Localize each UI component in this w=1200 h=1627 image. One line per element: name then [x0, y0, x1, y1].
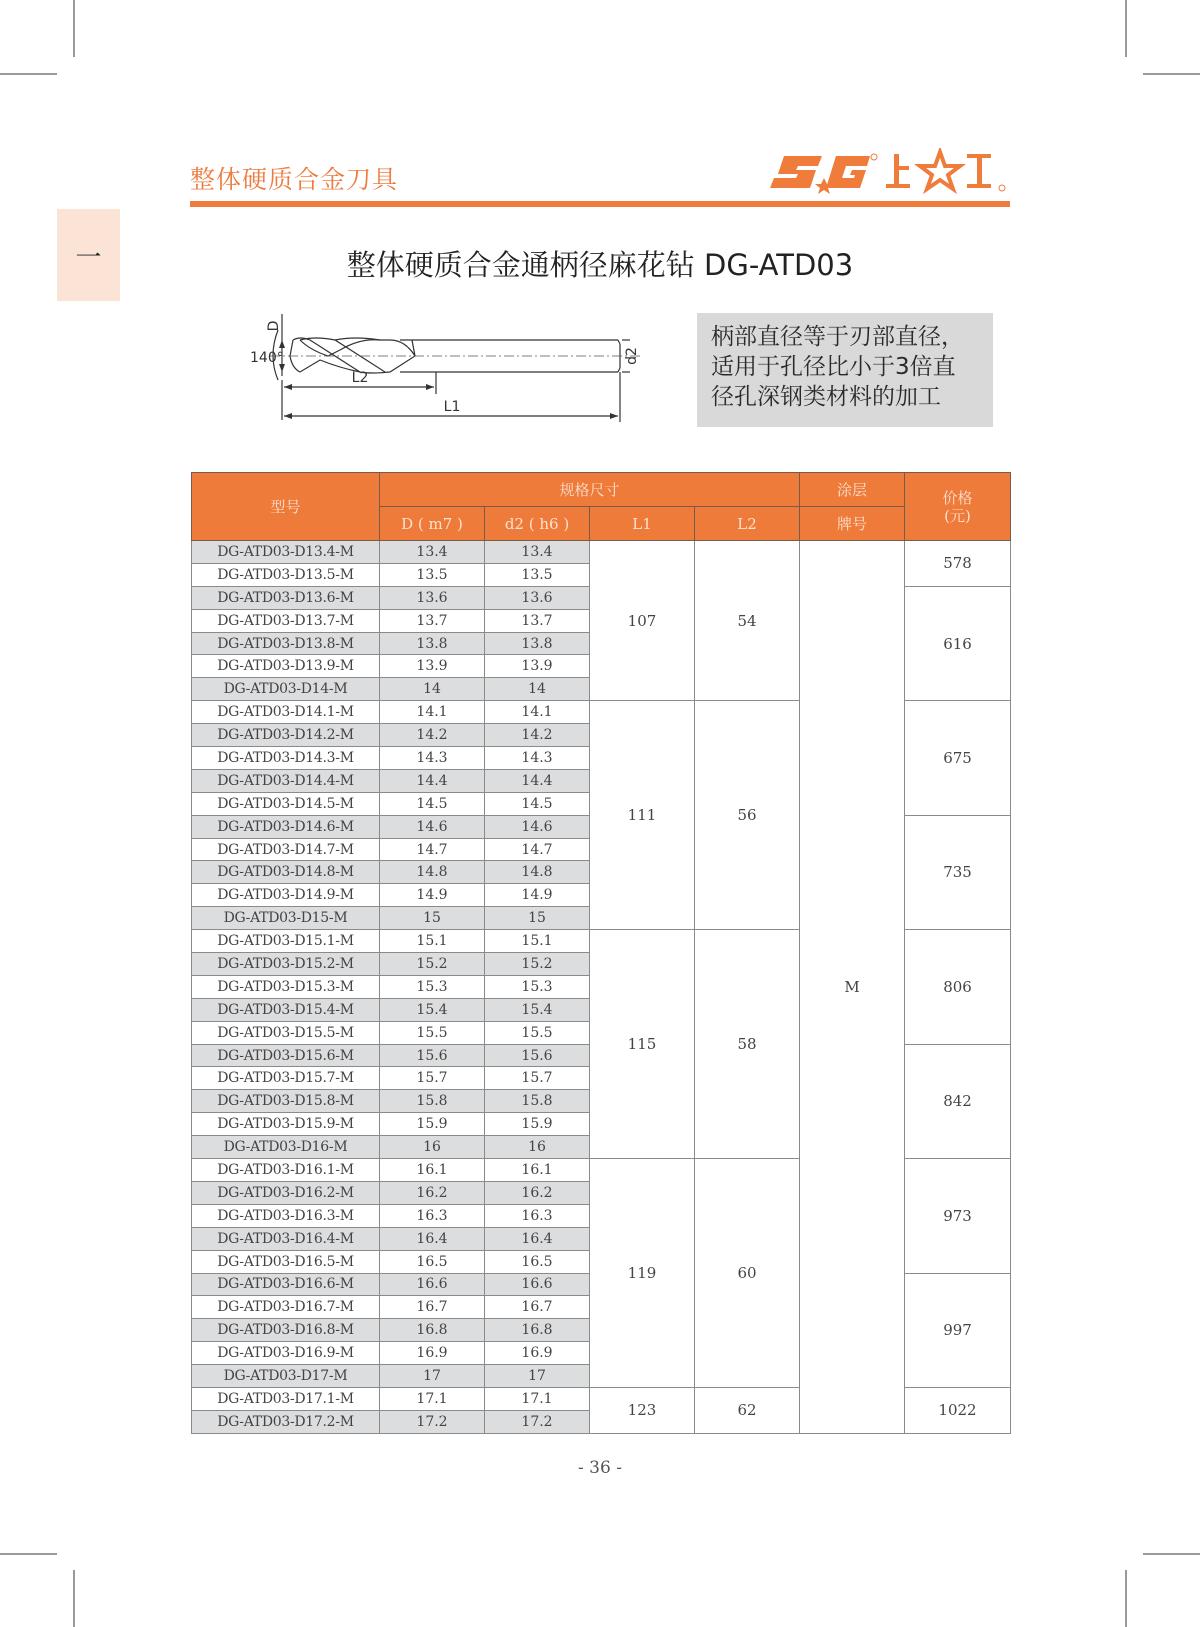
d2-cell: 17.1 [485, 1387, 590, 1410]
table-row [192, 541, 1011, 564]
d-cell: 14.5 [380, 792, 485, 815]
model-cell: DG-ATD03-D16.3-M [192, 1204, 380, 1227]
l2-cell: 62 [695, 1387, 800, 1433]
d-cell: 13.8 [380, 632, 485, 655]
model-cell: DG-ATD03-D14.4-M [192, 769, 380, 792]
crop-mark [73, 0, 75, 57]
d2-cell: 15.4 [485, 998, 590, 1021]
d2-cell: 16 [485, 1136, 590, 1159]
price-cell: 806 [905, 930, 1011, 1044]
model-cell: DG-ATD03-D14.9-M [192, 884, 380, 907]
crop-mark [1125, 0, 1127, 57]
model-cell: DG-ATD03-D16-M [192, 1136, 380, 1159]
d-cell: 17 [380, 1365, 485, 1388]
d-cell: 16.9 [380, 1342, 485, 1365]
svg-text:140°: 140° [250, 350, 284, 366]
model-cell: DG-ATD03-D14.5-M [192, 792, 380, 815]
model-cell: DG-ATD03-D15.1-M [192, 930, 380, 953]
model-cell: DG-ATD03-D13.5-M [192, 563, 380, 586]
price-cell: 616 [905, 586, 1011, 700]
d2-cell: 14 [485, 678, 590, 701]
d-cell: 15.8 [380, 1090, 485, 1113]
crop-mark [1143, 73, 1200, 75]
page-number: - 36 - [578, 1458, 622, 1478]
model-cell: DG-ATD03-D16.9-M [192, 1342, 380, 1365]
l2-cell: 56 [695, 701, 800, 930]
l2-cell: 60 [695, 1159, 800, 1388]
d2-cell: 14.5 [485, 792, 590, 815]
model-cell: DG-ATD03-D15-M [192, 907, 380, 930]
d-cell: 13.7 [380, 609, 485, 632]
d2-cell: 13.6 [485, 586, 590, 609]
header-price-label: 价格 [942, 488, 973, 507]
model-cell: DG-ATD03-D16.7-M [192, 1296, 380, 1319]
note-line: 适用于孔径比小于3倍直 [711, 354, 956, 380]
price-cell: 578 [905, 541, 1011, 587]
model-cell: DG-ATD03-D16.8-M [192, 1319, 380, 1342]
crop-mark [73, 1570, 75, 1627]
d2-cell: 16.4 [485, 1227, 590, 1250]
model-cell: DG-ATD03-D13.8-M [192, 632, 380, 655]
l1-cell: 115 [590, 930, 695, 1159]
d-cell: 17.1 [380, 1387, 485, 1410]
model-cell: DG-ATD03-D16.5-M [192, 1250, 380, 1273]
header-grade: 牌号 [800, 507, 905, 541]
svg-text:L2: L2 [351, 370, 369, 386]
application-note [697, 313, 993, 427]
d2-cell: 13.5 [485, 563, 590, 586]
model-cell: DG-ATD03-D16.6-M [192, 1273, 380, 1296]
model-cell: DG-ATD03-D15.8-M [192, 1090, 380, 1113]
header-l1: L1 [590, 507, 695, 541]
d-cell: 14 [380, 678, 485, 701]
model-cell: DG-ATD03-D15.7-M [192, 1067, 380, 1090]
d-cell: 16.2 [380, 1181, 485, 1204]
model-cell: DG-ATD03-D14.3-M [192, 747, 380, 770]
d-cell: 13.9 [380, 655, 485, 678]
d2-cell: 14.4 [485, 769, 590, 792]
d-cell: 14.2 [380, 724, 485, 747]
crop-mark [1125, 1570, 1127, 1627]
d2-cell: 16.5 [485, 1250, 590, 1273]
model-cell: DG-ATD03-D15.4-M [192, 998, 380, 1021]
d2-cell: 13.4 [485, 541, 590, 564]
d2-cell: 14.8 [485, 861, 590, 884]
model-cell: DG-ATD03-D16.2-M [192, 1181, 380, 1204]
d2-cell: 15.5 [485, 1021, 590, 1044]
crop-mark [0, 73, 57, 75]
note-line: 柄部直径等于刃部直径， [711, 324, 964, 350]
d-cell: 16.4 [380, 1227, 485, 1250]
model-cell: DG-ATD03-D15.2-M [192, 953, 380, 976]
d-cell: 14.1 [380, 701, 485, 724]
spec-table-body [192, 541, 1011, 1434]
d-cell: 17.2 [380, 1410, 485, 1433]
price-cell: 973 [905, 1159, 1011, 1273]
d-cell: 15.5 [380, 1021, 485, 1044]
spec-table [191, 472, 1011, 1434]
header-d2: d2 ( h6 ) [485, 507, 590, 541]
model-cell: DG-ATD03-D14.8-M [192, 861, 380, 884]
note-line: 径孔深钢类材料的加工 [711, 384, 941, 410]
d-cell: 16.3 [380, 1204, 485, 1227]
d-cell: 15.9 [380, 1113, 485, 1136]
d-cell: 16 [380, 1136, 485, 1159]
crop-mark [0, 1553, 57, 1555]
d-cell: 14.4 [380, 769, 485, 792]
d2-cell: 15.3 [485, 975, 590, 998]
model-cell: DG-ATD03-D13.9-M [192, 655, 380, 678]
d-cell: 13.6 [380, 586, 485, 609]
d2-cell: 14.7 [485, 838, 590, 861]
l2-cell: 54 [695, 541, 800, 701]
model-cell: DG-ATD03-D13.7-M [192, 609, 380, 632]
model-cell: DG-ATD03-D15.3-M [192, 975, 380, 998]
model-cell: DG-ATD03-D13.6-M [192, 586, 380, 609]
d2-cell: 16.7 [485, 1296, 590, 1319]
d-cell: 15.1 [380, 930, 485, 953]
model-cell: DG-ATD03-D17-M [192, 1365, 380, 1388]
header-l2: L2 [695, 507, 800, 541]
model-cell: DG-ATD03-D14.7-M [192, 838, 380, 861]
d2-cell: 15.6 [485, 1044, 590, 1067]
header-rule [190, 201, 1010, 207]
d2-cell: 16.6 [485, 1273, 590, 1296]
model-cell: DG-ATD03-D15.9-M [192, 1113, 380, 1136]
model-cell: DG-ATD03-D15.5-M [192, 1021, 380, 1044]
section-title: 整体硬质合金刀具 [190, 165, 399, 194]
brand-logo [770, 148, 1010, 196]
d2-cell: 13.8 [485, 632, 590, 655]
d2-cell: 17 [485, 1365, 590, 1388]
d2-cell: 14.1 [485, 701, 590, 724]
d2-cell: 16.2 [485, 1181, 590, 1204]
header-price-unit: (元) [944, 506, 971, 525]
svg-text:d2: d2 [624, 347, 640, 365]
price-cell: 997 [905, 1273, 1011, 1387]
d2-cell: 14.6 [485, 815, 590, 838]
d2-cell: 16.3 [485, 1204, 590, 1227]
price-cell: 735 [905, 815, 1011, 929]
model-cell: DG-ATD03-D14.2-M [192, 724, 380, 747]
d2-cell: 15.2 [485, 953, 590, 976]
d-cell: 14.9 [380, 884, 485, 907]
d-cell: 16.8 [380, 1319, 485, 1342]
d-cell: 16.7 [380, 1296, 485, 1319]
coating-cell: M [800, 541, 905, 1434]
d2-cell: 14.9 [485, 884, 590, 907]
d-cell: 14.3 [380, 747, 485, 770]
model-cell: DG-ATD03-D15.6-M [192, 1044, 380, 1067]
header-coating: 涂层 [800, 473, 905, 507]
model-cell: DG-ATD03-D13.4-M [192, 541, 380, 564]
d2-cell: 15.7 [485, 1067, 590, 1090]
chapter-tab-label: 一 [75, 242, 102, 273]
d-cell: 13.5 [380, 563, 485, 586]
model-cell: DG-ATD03-D14-M [192, 678, 380, 701]
header-d: D ( m7 ) [380, 507, 485, 541]
drill-diagram [240, 300, 640, 440]
model-cell: DG-ATD03-D14.1-M [192, 701, 380, 724]
d2-cell: 17.2 [485, 1410, 590, 1433]
d-cell: 15.4 [380, 998, 485, 1021]
d-cell: 14.8 [380, 861, 485, 884]
d2-cell: 15.1 [485, 930, 590, 953]
d-cell: 15.3 [380, 975, 485, 998]
model-cell: DG-ATD03-D16.1-M [192, 1159, 380, 1182]
model-cell: DG-ATD03-D17.2-M [192, 1410, 380, 1433]
page-title: 整体硬质合金通柄径麻花钻 DG-ATD03 [346, 248, 854, 282]
l1-cell: 107 [590, 541, 695, 701]
d-cell: 14.7 [380, 838, 485, 861]
d-cell: 14.6 [380, 815, 485, 838]
svg-text:L1: L1 [443, 399, 461, 415]
d-cell: 15.2 [380, 953, 485, 976]
d-cell: 15.7 [380, 1067, 485, 1090]
d-cell: 15.6 [380, 1044, 485, 1067]
d-cell: 16.6 [380, 1273, 485, 1296]
sg-logo-icon [770, 148, 1010, 196]
model-cell: DG-ATD03-D17.1-M [192, 1387, 380, 1410]
d2-cell: 15.9 [485, 1113, 590, 1136]
price-cell: 1022 [905, 1387, 1011, 1433]
d2-cell: 16.9 [485, 1342, 590, 1365]
d-cell: 16.5 [380, 1250, 485, 1273]
d-cell: 16.1 [380, 1159, 485, 1182]
drill-drawing-icon [240, 300, 640, 440]
d2-cell: 16.8 [485, 1319, 590, 1342]
l1-cell: 111 [590, 701, 695, 930]
svg-text:D: D [266, 320, 282, 332]
d2-cell: 14.2 [485, 724, 590, 747]
d2-cell: 16.1 [485, 1159, 590, 1182]
price-cell: 675 [905, 701, 1011, 815]
header-spec-group: 规格尺寸 [380, 473, 800, 507]
d2-cell: 15 [485, 907, 590, 930]
l1-cell: 119 [590, 1159, 695, 1388]
header-model: 型号 [192, 473, 380, 541]
crop-mark [1143, 1553, 1200, 1555]
header-price [905, 473, 1011, 541]
price-cell: 842 [905, 1044, 1011, 1158]
d2-cell: 13.7 [485, 609, 590, 632]
d-cell: 15 [380, 907, 485, 930]
model-cell: DG-ATD03-D16.4-M [192, 1227, 380, 1250]
l1-cell: 123 [590, 1387, 695, 1433]
l2-cell: 58 [695, 930, 800, 1159]
d2-cell: 15.8 [485, 1090, 590, 1113]
d2-cell: 14.3 [485, 747, 590, 770]
model-cell: DG-ATD03-D14.6-M [192, 815, 380, 838]
d-cell: 13.4 [380, 541, 485, 564]
d2-cell: 13.9 [485, 655, 590, 678]
